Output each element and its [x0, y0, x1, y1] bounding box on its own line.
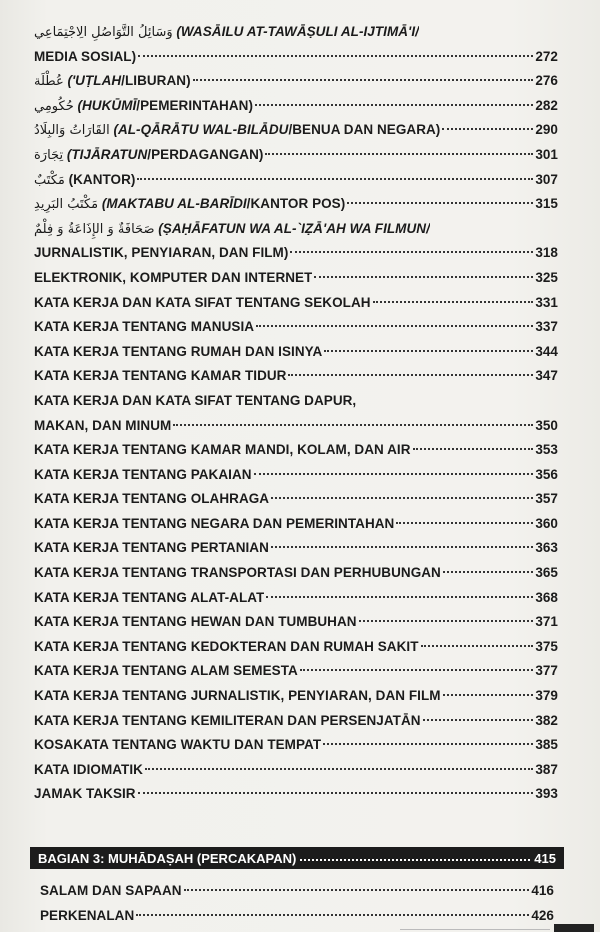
leader-dots: [271, 484, 533, 500]
transliteration: (WASĀILU AT-TAWĀṢULI AL-IJTIMĀ'I/: [176, 24, 419, 39]
indonesian-title: KATA KERJA TENTANG PERTANIAN: [34, 540, 269, 556]
leader-dots: [184, 876, 530, 892]
leader-dots: [421, 631, 534, 647]
leader-dots: [138, 779, 534, 795]
toc-entry: [34, 782, 558, 807]
toc-entry-label: [34, 684, 441, 709]
indonesian-title: KATA KERJA TENTANG MANUSIA: [34, 319, 255, 335]
indonesian-title: KATA IDIOMATIK: [34, 761, 143, 777]
page-number: 347: [535, 368, 558, 384]
toc-entry-label: [34, 340, 322, 365]
leader-dots: [359, 607, 534, 623]
indonesian-title: MAKAN, DAN MINUM: [34, 417, 172, 433]
indonesian-title: (KANTOR): [68, 171, 136, 187]
indonesian-title: /LIBURAN): [121, 73, 191, 89]
arabic-term: وَسَائِلُ التَّوَاصُلِ الِاجْتِمَاعِي: [34, 25, 173, 40]
page-number: 301: [535, 146, 558, 162]
toc-entry-label: [34, 192, 345, 218]
page-number: 377: [535, 663, 558, 679]
leader-dots: [373, 287, 534, 303]
arabic-term: القَارَاتُ وَالبِلَادُ: [34, 123, 110, 139]
toc-entry-label: [34, 758, 143, 783]
toc-entry-label: [34, 463, 252, 488]
leader-dots: [443, 558, 533, 574]
page-number: 379: [535, 688, 558, 704]
indonesian-title: MEDIA SOSIAL): [34, 48, 137, 64]
page-number: 393: [535, 786, 558, 802]
page-number: 360: [535, 515, 558, 531]
indonesian-title: KATA KERJA DAN KATA SIFAT TENTANG SEKOLAH: [34, 294, 371, 310]
indonesian-title: KATA KERJA TENTANG RUMAH DAN ISINYA: [34, 343, 323, 359]
indonesian-title: KATA KERJA TENTANG OLAHRAGA: [34, 491, 270, 507]
page-number: 315: [535, 196, 558, 212]
page-number: 337: [535, 319, 558, 335]
leader-dots: [413, 435, 534, 451]
leader-dots: [145, 754, 533, 770]
leader-dots: [138, 41, 533, 57]
section-header-bagian-3: [30, 847, 564, 869]
page-number: 353: [535, 442, 558, 458]
indonesian-title: KATA KERJA TENTANG JURNALISTIK, PENYIARAN, DAN FILM: [34, 688, 441, 704]
indonesian-title: JAMAK TAKSIR: [34, 786, 136, 802]
leader-dots: [136, 900, 529, 916]
leader-dots: [266, 582, 533, 598]
page-number: 331: [535, 294, 558, 310]
indonesian-title: KATA KERJA TENTANG ALAT-ALAT: [34, 589, 265, 605]
toc-entry-label: [34, 487, 269, 512]
leader-dots: [288, 361, 533, 377]
leader-dots: [324, 336, 533, 352]
indonesian-title: JURNALISTIK, PENYIARAN, DAN FILM): [34, 245, 289, 261]
toc-entry-label: [40, 904, 134, 929]
page-number: 357: [535, 491, 558, 507]
toc-entry-label: [34, 610, 357, 635]
indonesian-title: KATA KERJA TENTANG PAKAIAN: [34, 466, 252, 482]
indonesian-title: /KANTOR POS): [246, 196, 346, 212]
leader-dots: [255, 90, 533, 106]
transliteration: (AL-QĀRĀTU WAL-BILĀDU: [113, 122, 289, 138]
toc-entry-label: [34, 536, 269, 561]
indonesian-title: /PERDAGANGAN): [147, 146, 264, 162]
page-number: 365: [535, 565, 558, 581]
leader-dots: [396, 508, 533, 524]
toc-entry-label: [34, 364, 286, 389]
leader-dots: [137, 164, 533, 180]
indonesian-title: /PEMERINTAHAN): [136, 97, 253, 113]
toc-entry-label: [34, 69, 191, 95]
toc-entry-label: [34, 414, 171, 439]
table-of-contents: [34, 20, 558, 807]
leader-dots: [300, 656, 534, 672]
toc-entry-label: [34, 45, 136, 70]
arabic-term: عُطْلَة: [34, 74, 64, 90]
leader-dots: [173, 410, 533, 426]
transliteration: (TIJĀRATUN: [66, 146, 148, 162]
page-number: 368: [535, 589, 558, 605]
page-number: 371: [535, 614, 558, 630]
page-number: 363: [535, 540, 558, 556]
leader-dots: [290, 238, 533, 254]
footer-tab-marker: [554, 924, 594, 932]
page-number: 272: [535, 48, 558, 64]
toc-entry: [34, 364, 558, 389]
leader-dots: [193, 66, 534, 82]
toc-entry-label: [34, 94, 253, 120]
arabic-term: مَكْتَبُ البَرِيدِ: [34, 197, 99, 213]
indonesian-title: ELEKTRONIK, KOMPUTER DAN INTERNET: [34, 269, 313, 285]
indonesian-title: KATA KERJA TENTANG KAMAR TIDUR: [34, 368, 287, 384]
page-number: 307: [535, 171, 558, 187]
footer-rule: [400, 929, 550, 930]
toc-entry-label: [34, 266, 312, 291]
indonesian-title: KATA KERJA TENTANG KEDOKTERAN DAN RUMAH SAKIT: [34, 638, 419, 654]
indonesian-title: KATA KERJA TENTANG HEWAN DAN TUMBUHAN: [34, 614, 357, 630]
leader-dots: [347, 189, 533, 205]
page-number: 276: [535, 73, 558, 89]
section-leader-dots: [300, 859, 530, 861]
leader-dots: [323, 730, 533, 746]
indonesian-title: /BENUA DAN NEGARA): [288, 122, 441, 138]
transliteration: (ṢAḤĀFATUN WA AL-`IẒĀ'AH WA FILMUN/: [158, 220, 430, 236]
page-number: 356: [535, 466, 558, 482]
arabic-term: حُكُومِي: [34, 98, 74, 114]
transliteration: ('UṬLAH: [67, 73, 122, 89]
page-number: 385: [535, 737, 558, 753]
page-number: 318: [535, 245, 558, 261]
page-number: 416: [531, 883, 554, 898]
leader-dots: [423, 705, 534, 721]
leader-dots: [314, 262, 533, 278]
page-number: 325: [535, 269, 558, 285]
arabic-term: صَحَافَةٌ وَ الإِذَاعَةُ وَ فِلْمٌ: [34, 221, 155, 237]
leader-dots: [254, 459, 534, 475]
transliteration: (HUKŪMĪ: [77, 97, 137, 113]
section-page-number: 415: [534, 850, 556, 866]
page-number: 382: [535, 712, 558, 728]
toc-entry-label: [34, 586, 264, 611]
arabic-term: تِجَارَة: [34, 147, 64, 163]
page-number: 350: [535, 417, 558, 433]
section-3-entries: [40, 879, 554, 928]
leader-dots: [256, 312, 533, 328]
toc-entry-label: [34, 659, 298, 684]
indonesian-title: KATA KERJA TENTANG ALAM SEMESTA: [34, 663, 298, 679]
page-number: 290: [535, 122, 558, 138]
page-number: 344: [535, 343, 558, 359]
toc-entry-label: [34, 168, 135, 194]
leader-dots: [442, 115, 533, 131]
toc-entry: [40, 904, 554, 929]
arabic-term: مَكْتَبٌ: [34, 172, 65, 188]
toc-entry-label: [34, 782, 136, 807]
page-number: 282: [535, 97, 558, 113]
transliteration: (MAKTABU AL-BARĪDI: [101, 196, 247, 212]
indonesian-title: KATA KERJA TENTANG KAMAR MANDI, KOLAM, DAN AIR: [34, 442, 411, 458]
indonesian-title: KATA KERJA TENTANG TRANSPORTASI DAN PERHUBUNGAN: [34, 565, 441, 581]
leader-dots: [271, 533, 533, 549]
toc-entry-label: [34, 315, 254, 340]
leader-dots: [443, 681, 534, 697]
page-number: 387: [535, 761, 558, 777]
indonesian-title: KATA KERJA TENTANG NEGARA DAN PEMERINTAHAN: [34, 515, 395, 531]
page-number: 375: [535, 638, 558, 654]
page-number: 426: [531, 907, 554, 923]
toc-entry-label: [34, 241, 288, 266]
indonesian-title: PERKENALAN: [40, 907, 135, 923]
leader-dots: [265, 139, 533, 155]
toc-entry: [34, 192, 558, 217]
indonesian-title: KATA KERJA DAN KATA SIFAT TENTANG DAPUR,: [34, 392, 357, 408]
indonesian-title: SALAM DAN SAPAAN: [40, 883, 182, 898]
indonesian-title: KOSAKATA TENTANG WAKTU DAN TEMPAT: [34, 737, 322, 753]
indonesian-title: KATA KERJA TENTANG KEMILITERAN DAN PERSENJATĀN: [34, 712, 421, 728]
section-title: BAGIAN 3: MUHĀDAṢAH (PERCAKAPAN): [38, 850, 297, 866]
